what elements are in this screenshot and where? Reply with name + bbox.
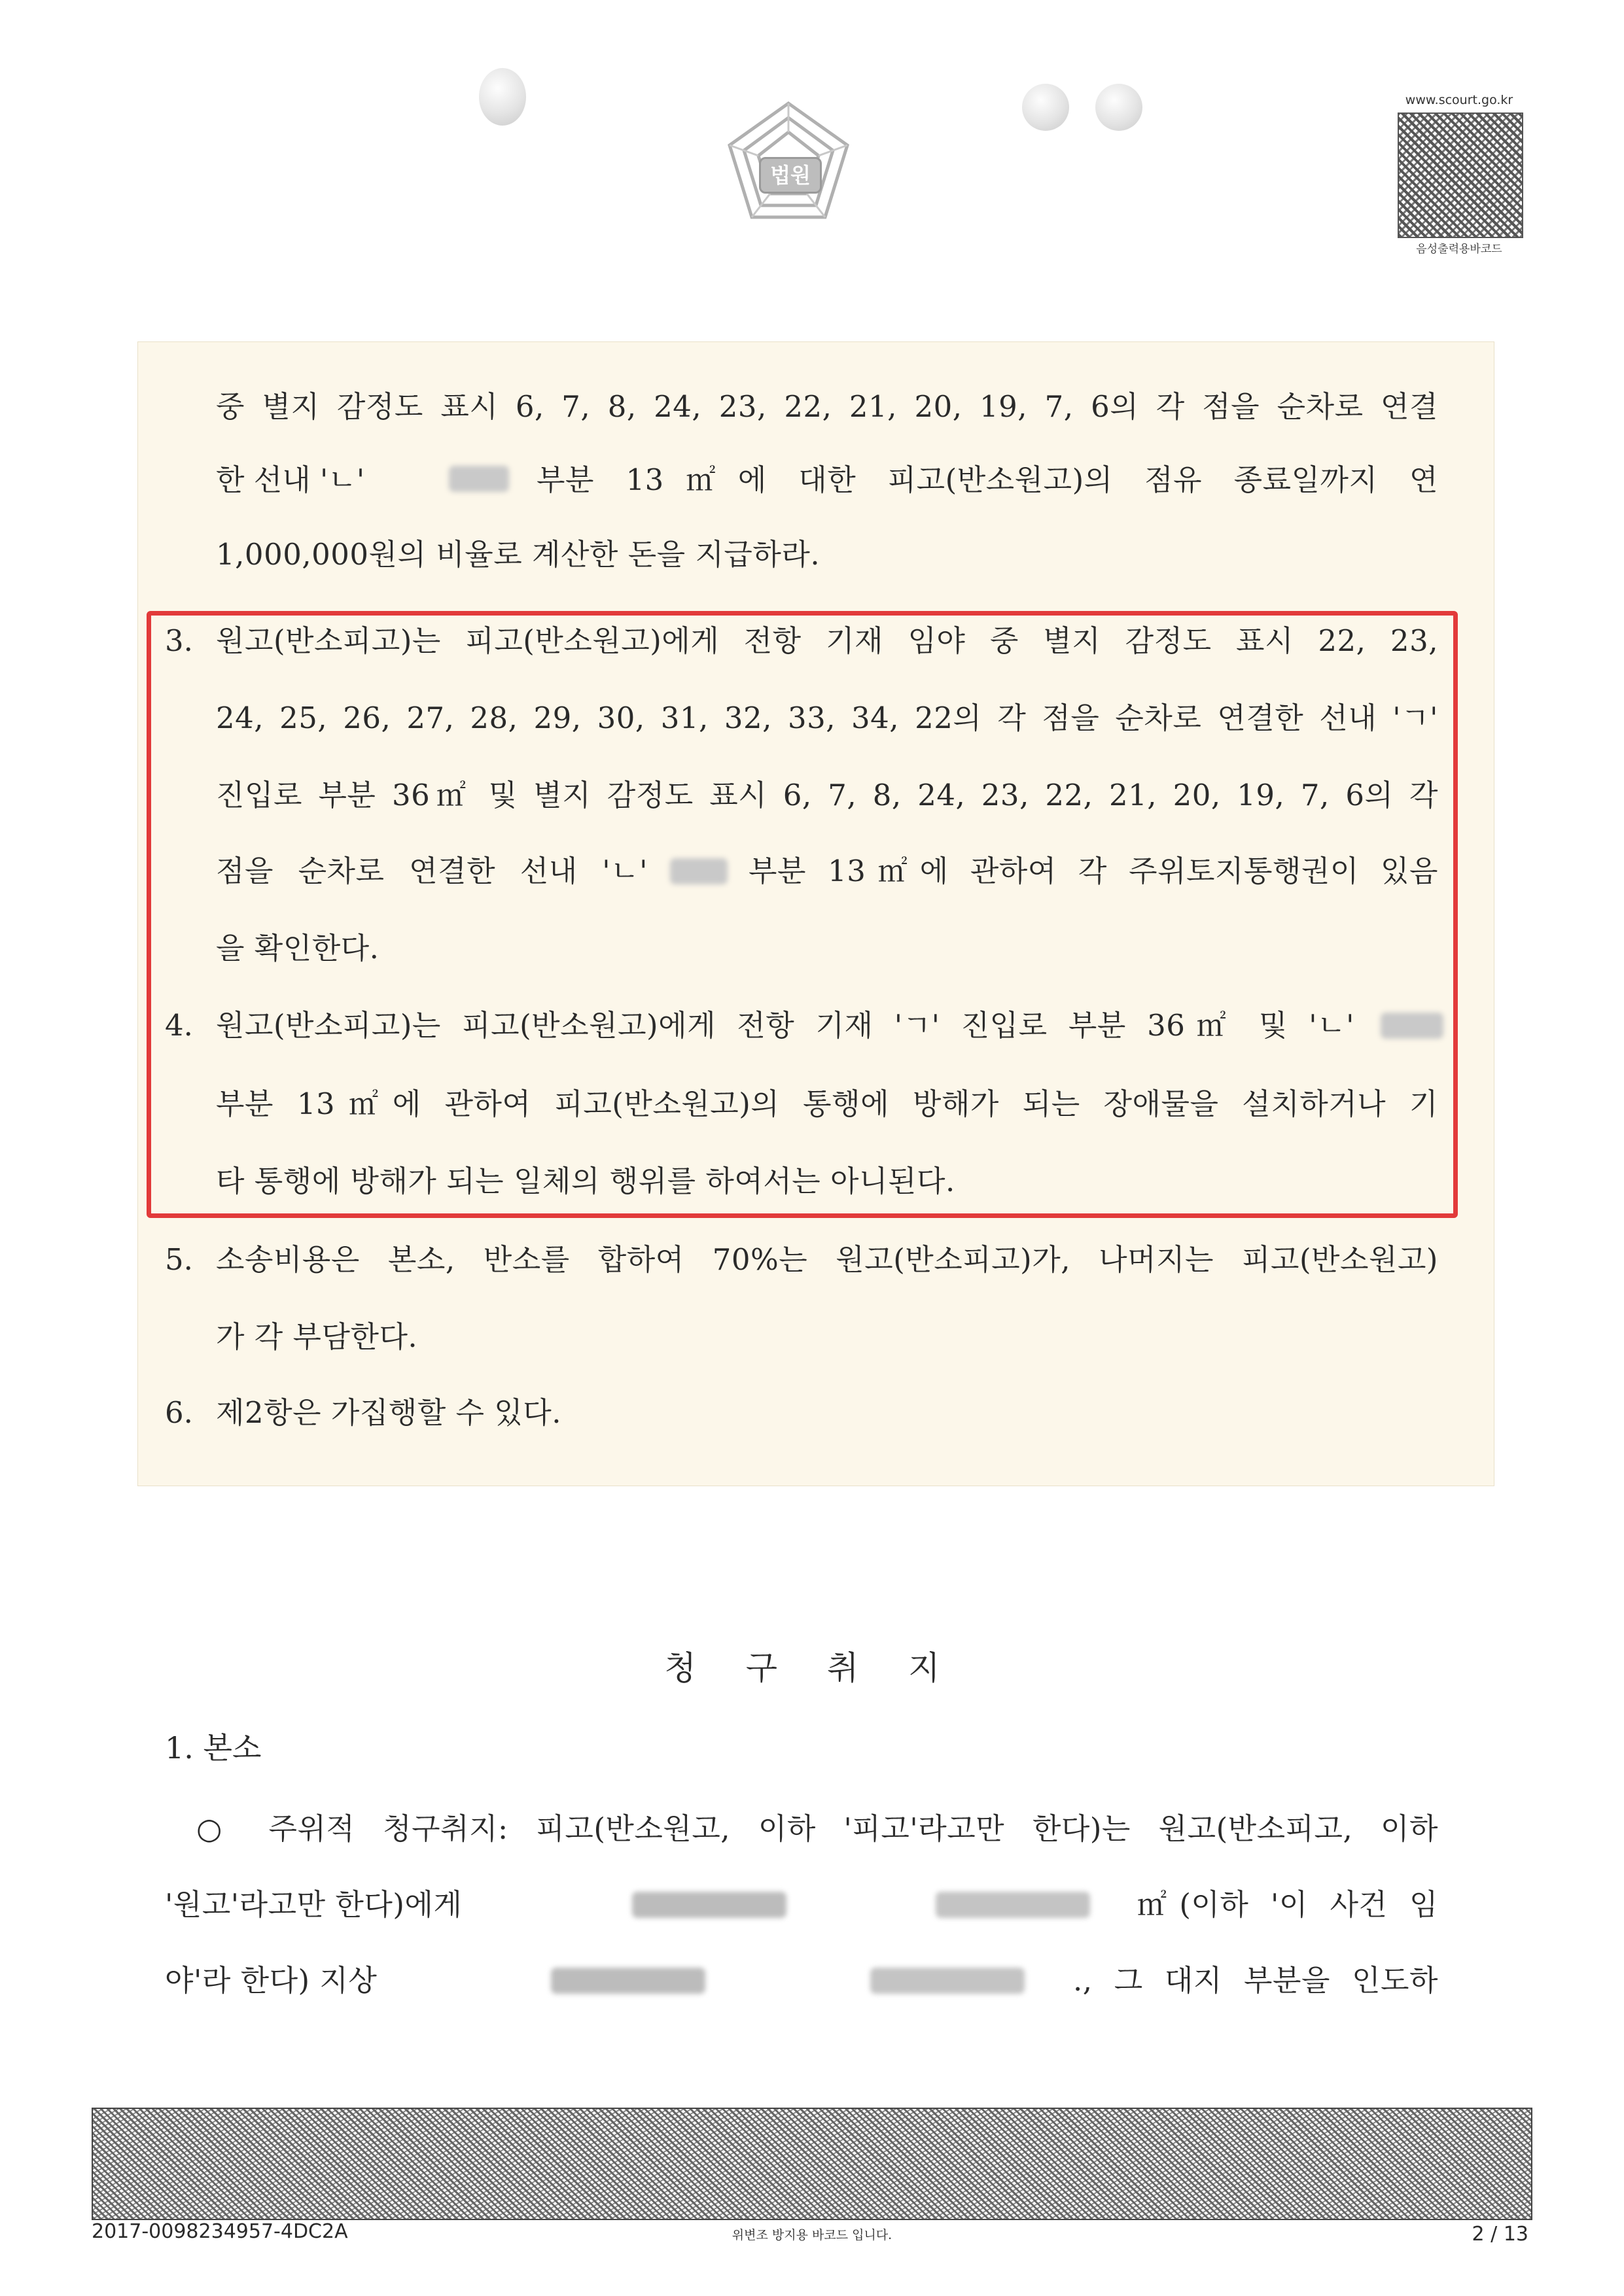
item-number: 3.	[165, 623, 193, 658]
redaction	[551, 1968, 705, 1994]
qr-code-icon	[1398, 113, 1523, 238]
barcode-notice: 위변조 방지용 바코드 입니다.	[732, 2228, 892, 2242]
text-line: 원고(반소피고)는 피고(반소원고)에게 전항 기재 임야 중 별지 감정도 표시 22, 23,	[216, 623, 1438, 658]
text-line: ○ 주위적 청구취지: 피고(반소원고, 이하 '피고'라고만 한다)는 원고(반소피고, 이하	[196, 1811, 1438, 1846]
redaction	[870, 1968, 1025, 1994]
text-line: 야'라 한다) 지상	[165, 1963, 378, 1998]
text-line: 1,000,000원의 비율로 계산한 돈을 지급하라.	[216, 537, 821, 572]
barcode-caption: 음성출력용바코드	[1416, 243, 1502, 256]
text-line: 중 별지 감정도 표시 6, 7, 8, 24, 23, 22, 21, 20, 19, 7, 6의 각 점을 순차로 연결	[216, 389, 1438, 424]
text-line: 을 확인한다.	[216, 931, 380, 965]
sub-title: 1. 본소	[165, 1730, 262, 1765]
text-line: 점을 순차로 연결한 선내 'ㄴ'	[216, 854, 648, 888]
document-id: 2017-0098234957-4DC2A	[92, 2220, 348, 2243]
text-line: 타 통행에 방해가 되는 일체의 행위를 하여서는 아니된다.	[216, 1164, 955, 1198]
text-line: 부분 13㎡에 관하여 각 주위토지통행권이 있음	[749, 854, 1438, 888]
item-number: 5.	[165, 1242, 193, 1277]
punch-hole	[1022, 84, 1069, 131]
item-number: 4.	[165, 1008, 193, 1043]
text-line: 가 각 부담한다.	[216, 1319, 418, 1354]
item-number: 6.	[165, 1395, 193, 1430]
redaction	[632, 1892, 786, 1918]
seal-label: 법원	[759, 157, 822, 194]
punch-hole	[479, 68, 526, 126]
redaction	[936, 1892, 1090, 1918]
text-line: ㎡(이하 '이 사건 임	[1137, 1887, 1438, 1922]
text-line: 원고(반소피고)는 피고(반소원고)에게 전항 기재 'ㄱ' 진입로 부분 36㎡ 및 'ㄴ'	[216, 1008, 1354, 1043]
anti-forgery-barcode-icon	[92, 2108, 1532, 2220]
text-fragment: 한 선내 'ㄴ'	[216, 462, 365, 497]
text-line: 소송비용은 본소, 반소를 합하여 70%는 원고(반소피고)가, 나머지는 피고(반소원고)	[216, 1242, 1438, 1277]
punch-hole	[1095, 84, 1142, 131]
text-line: 부분 13㎡에 관하여 피고(반소원고)의 통행에 방해가 되는 장애물을 설치하거나 기	[216, 1087, 1438, 1121]
text-line: ., 그 대지 부분을 인도하	[1073, 1963, 1438, 1998]
text-line: 부분 13㎡에 대한 피고(반소원고)의 점유 종료일까지 연	[537, 462, 1438, 497]
redaction	[449, 466, 509, 492]
text-line: 24, 25, 26, 27, 28, 29, 30, 31, 32, 33, 34, 22의 각 점을 순차로 연결한 선내 'ㄱ'	[216, 701, 1438, 735]
page-number: 2 / 13	[1472, 2223, 1528, 2246]
text-line	[216, 461, 364, 500]
text-line: '원고'라고만 한다)에게	[165, 1887, 463, 1922]
site-url: www.scourt.go.kr	[1405, 93, 1513, 107]
section-title: 청 구 취 지	[664, 1649, 960, 1687]
text-line: 제2항은 가집행할 수 있다.	[216, 1395, 562, 1430]
highlight-box	[147, 611, 1458, 1218]
text-line: 진입로 부분 36㎡ 및 별지 감정도 표시 6, 7, 8, 24, 23, 22, 21, 20, 19, 7, 6의 각	[216, 778, 1438, 812]
